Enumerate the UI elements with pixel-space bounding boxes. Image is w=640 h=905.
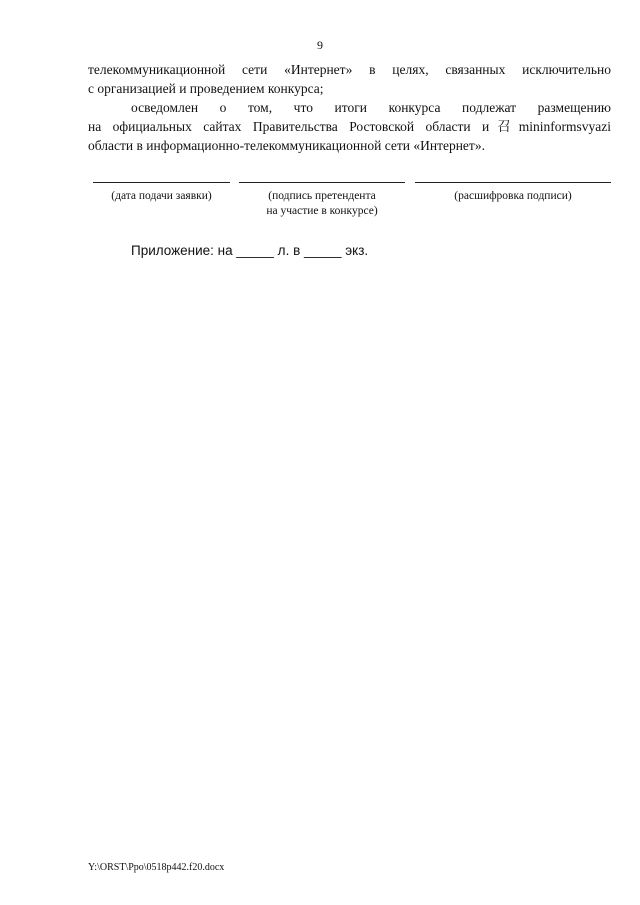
signature-caption-line: на участие в конкурсе) — [266, 205, 378, 217]
signature-decode-field — [415, 182, 611, 204]
date-field — [93, 182, 230, 204]
signature-field — [239, 182, 405, 219]
signature-caption-line: (подпись претендента — [268, 190, 376, 202]
signature-block — [93, 182, 611, 226]
file-path-footer: Y:\ORST\Ppo\0518p442.f20.docx — [88, 862, 225, 873]
decode-caption: (расшифровка подписи) — [454, 190, 572, 202]
paragraph-line: на официальных сайтах Правительства Ростовской области и召mininformsvyazi — [88, 119, 611, 134]
date-caption: (дата подачи заявки) — [111, 190, 212, 202]
paragraph-line: осведомлен о том, что итоги конкурса подлежат размещению — [131, 100, 611, 115]
document-body — [88, 60, 611, 155]
paragraph-line: телекоммуникационной сети «Интернет» в целях, связанных исключительно — [88, 62, 611, 77]
attachment-line: Приложение: на _____ л. в _____ экз. — [131, 243, 369, 258]
paragraph-notification — [88, 98, 611, 155]
paragraph-line: области в информационно-телекоммуникационной сети «Интернет». — [88, 138, 485, 153]
paragraph-consent — [88, 60, 611, 98]
paragraph-line: с организацией и проведением конкурса; — [88, 81, 324, 96]
page-number: 9 — [317, 38, 323, 52]
